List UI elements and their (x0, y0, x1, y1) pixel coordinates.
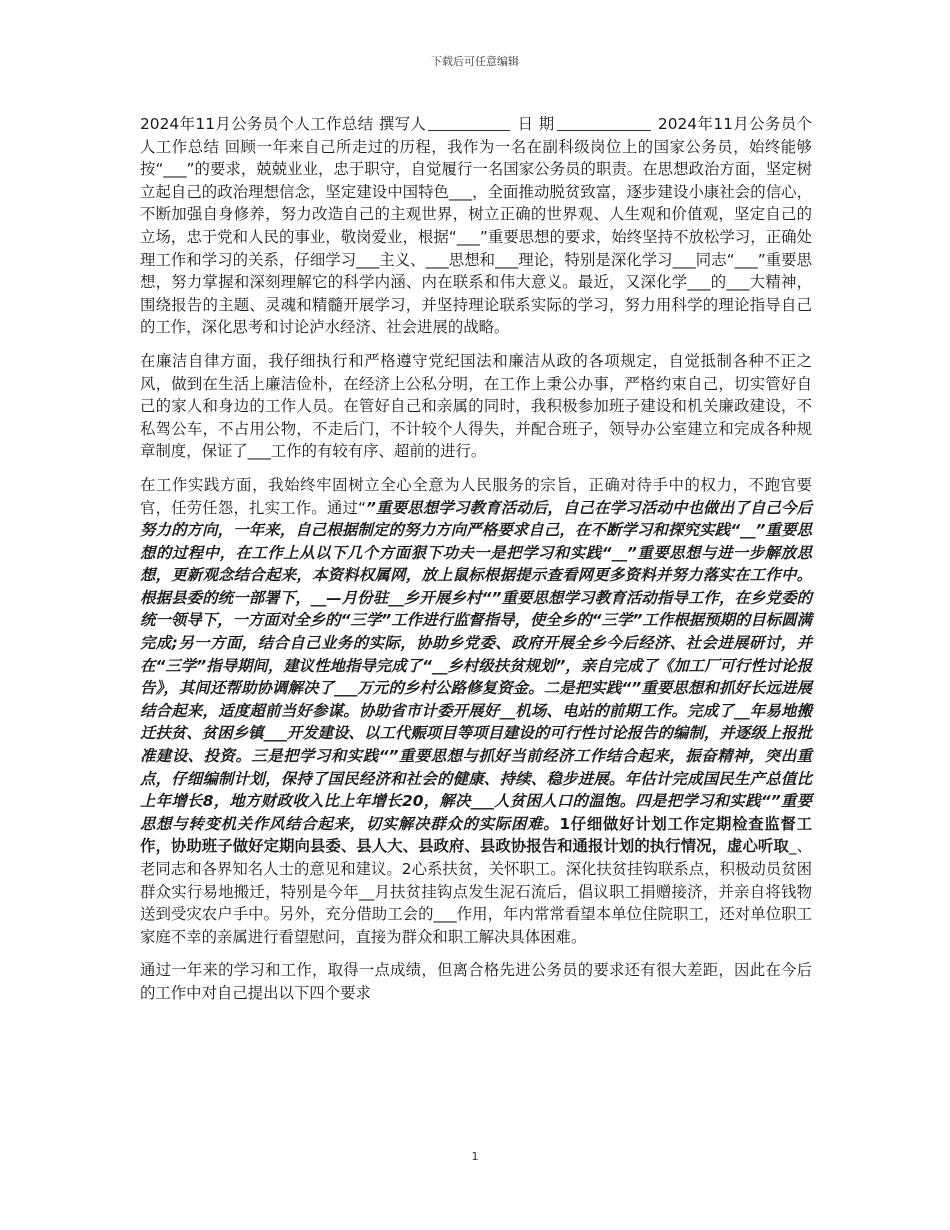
date-label: 日 期 (512, 115, 555, 133)
paragraph-3-intro: 在工作实践方面，我始终牢固树立全心全意为人民服务的宗旨，正确对待手中的权力，不跑官要官，任劳任怨，扎实工作。通过“ (140, 475, 812, 517)
page-header: 下载后可任意编辑 (431, 55, 519, 68)
paragraph-1 (140, 113, 812, 339)
paragraph-1-text: 2024年11月公务员个人工作总结 回顾一年来自己所走过的历程，我作为一名在副科级岗位上的国家公务员，始终能够按“___”的要求，兢兢业业，忠于职守，自觉履行一名国家公务员的职责。在思想政治方面，坚定树立起自己的政治理想信念，坚定建设中国特色___，全面推动脱贫致富，逐步建设小康社会的信心，不断加强自身修养，努力改造自己的主观世界，树立正确的世界观、人生观和价值观，坚定自己的立场，忠于党和人民的事业，敬岗爱业，根据“___”重要思想的要求，始终坚持不放松学习，正确处理工作和学习的关系，仔细学习___主义、___思想和___理论，特别是深化学习___同志“___”重要思想，努力掌握和深刻理解它的科学内涵、内在联系和伟大意义。最近，又深化学___的___大精神，围绕报告的主题、灵魂和精髓开展学习，并坚持理论联系实际的学习，努力用科学的理论指导自己的工作，深化思考和讨论泸水经济、社会进展的战略。 (140, 115, 812, 337)
page-number: 1 (471, 1150, 479, 1163)
document-body (140, 113, 812, 1016)
paragraph-3-tail: _、老同志和各界知名人士的意见和建议。2心系扶贫，关怀职工。深化扶贫挂钩联系点，积极动员贫困群众实行易地搬迁，特别是今年__月扶贫挂钩点发生泥石流后，倡议职工捐赠接济，并亲自将钱物送到受灾农户手中。另外，充分借助工会的___作用，年内常常看望本单位住院职工，还对单位职工家庭不幸的亲属进行看望慰问，直接为群众和职工解决具体困难。 (140, 837, 812, 946)
paragraph-3-bold: 1仔细做好计划工作定期检查监督工作，协助班子做好定期向县委、县人大、县政府、县政协报告和通报计划的执行情况，虚心听取 (140, 814, 812, 856)
paragraph-3-emphasis: ”重要思想学习教育活动后，自己在学习活动中也做出了自己今后努力的方向，一年来，自己根据制定的努力方向严格要求自己，在不断学习和探究实践“__”重要思想的过程中，在工作上从以下几个方面狠下功夫一是把学习和实践“__”重要思想与进一步解放思想，更新观念结合起来，本资料权属网，放上鼠标根据提示查看网更多资料并努力落实在工作中。根据县委的统一部署下，__—月份驻__乡开展乡村“”重要思想学习教育活动指导工作，在乡党委的统一领导下，一方面对全乡的“三学”工作进行监督指导，使全乡的“三学”工作根据预期的目标圆满完成;另一方面，结合自己业务的实际，协助乡党委、政府开展全乡今后经济、社会进展研讨，并在“三学”指导期间，建议性地指导完成了“__乡村级扶贫规划”，亲自完成了《加工厂可行性讨论报告》，其间还帮助协调解决了___万元的乡村公路修复资金。二是把实践“”重要思想和抓好长远进展结合起来，适度超前当好参谋。协助省市计委开展好__机场、电站的前期工作。完成了__年易地搬迁扶贫、贫困乡镇___开发建设、以工代赈项目等项目建设的可行性讨论报告的编制，并逐级上报批准建设、投资。三是把学习和实践“”重要思想与抓好当前经济工作结合起来，振奋精神，突出重点，仔细编制计划，保持了国民经济和社会的健康、持续、稳步进展。年估计完成国民生产总值比上年增长8，地方财政收入比上年增长20，解决___人贫困人口的温饱。四是把学习和实践“”重要思想与转变机关作风结合起来，切实解决群众的实际困难。 (140, 498, 812, 833)
paragraph-4: 通过一年来的学习和工作，取得一点成绩，但离合格先进公务员的要求还有很大差距，因此在今后的工作中对自己提出以下四个要求 (140, 961, 812, 1002)
date-blank (557, 114, 651, 131)
title-line: 2024年11月公务员个人工作总结 撰写人 (140, 115, 427, 133)
author-blank (428, 114, 510, 131)
paragraph-2: 在廉洁自律方面，我仔细执行和严格遵守党纪国法和廉洁从政的各项规定，自觉抵制各种不正之风，做到在生活上廉洁俭朴，在经济上公私分明，在工作上秉公办事，严格约束自己，切实管好自己的家人和身边的工作人员。在管好自己和亲属的同时，我积极参加班子建设和机关廉政建设，不私驾公车，不占用公物，不走后门，不计较个人得失，并配合班子，领导办公室建立和完成各种规章制度，保证了___工作的有较有序、超前的进行。 (140, 351, 812, 461)
paragraph-3 (140, 474, 812, 948)
